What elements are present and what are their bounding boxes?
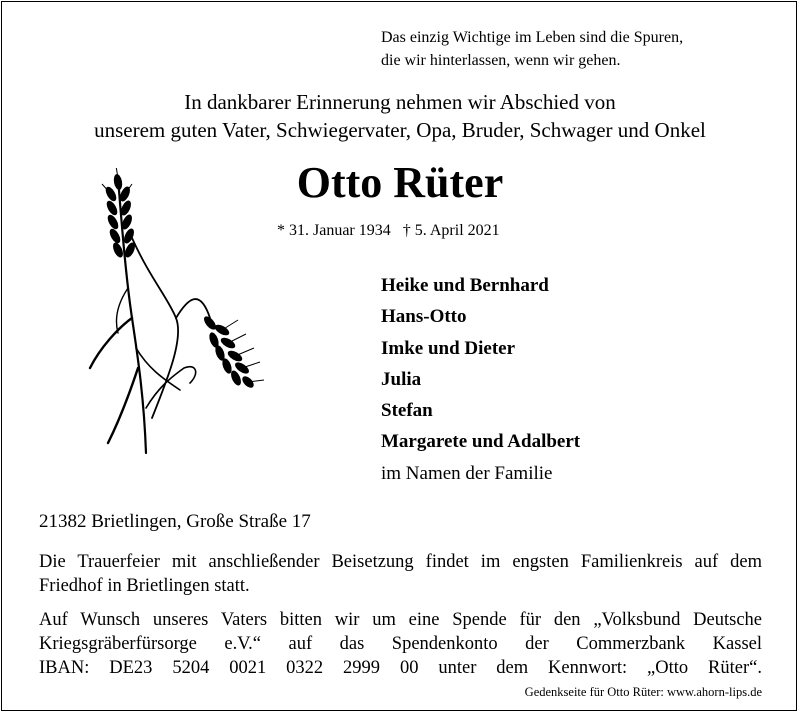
life-dates: * 31. Januar 1934 † 5. April 2021 (277, 222, 500, 239)
donation-paragraph (39, 608, 762, 680)
wheat-icon (88, 168, 268, 468)
family-note: im Namen der Familie (381, 462, 553, 484)
family-list (381, 270, 580, 489)
intro-line-1: In dankbarer Erinnerung nehmen wir Abschied von (184, 90, 616, 114)
family-member: Julia (381, 368, 422, 390)
family-member: Margarete und Adalbert (381, 431, 581, 453)
motto-line-1: Das einzig Wichtige im Leben sind die Spuren, (381, 29, 684, 46)
motto-quote (381, 26, 683, 72)
funeral-line-1: Die Trauerfeier mit anschließender Beisetzung findet im engsten Familienkreis auf dem (39, 552, 762, 572)
family-member: Stefan (381, 400, 433, 422)
motto-line-2: die wir hinterlassen, wenn wir gehen. (381, 52, 621, 69)
donation-line-1: Auf Wunsch unseres Vaters bitten wir um eine Spende für den „Volksbund Deutsche (39, 610, 762, 630)
family-member: Heike und Bernhard (381, 275, 549, 296)
family-member: Hans-Otto (381, 306, 467, 328)
deceased-name: Otto Rüter (296, 158, 504, 207)
intro-text (0, 88, 800, 144)
memorial-page-link[interactable]: Gedenkseite für Otto Rüter: www.ahorn-lips.de (524, 685, 762, 699)
funeral-line-2: Friedhof in Brietlingen statt. (39, 576, 250, 596)
family-member: Imke und Dieter (381, 337, 516, 359)
donation-line-3: IBAN: DE23 5204 0021 0322 2999 00 unter dem Kennwort: „Otto Rüter“. (39, 658, 762, 678)
address: 21382 Brietlingen, Große Straße 17 (39, 511, 311, 532)
intro-line-2: unserem guten Vater, Schwiegervater, Opa, Bruder, Schwager und Onkel (94, 118, 706, 142)
donation-line-2: Kriegsgräberfürsorge e.V.“ auf das Spendenkonto der Commerzbank Kassel (39, 634, 762, 654)
funeral-paragraph (39, 550, 762, 598)
